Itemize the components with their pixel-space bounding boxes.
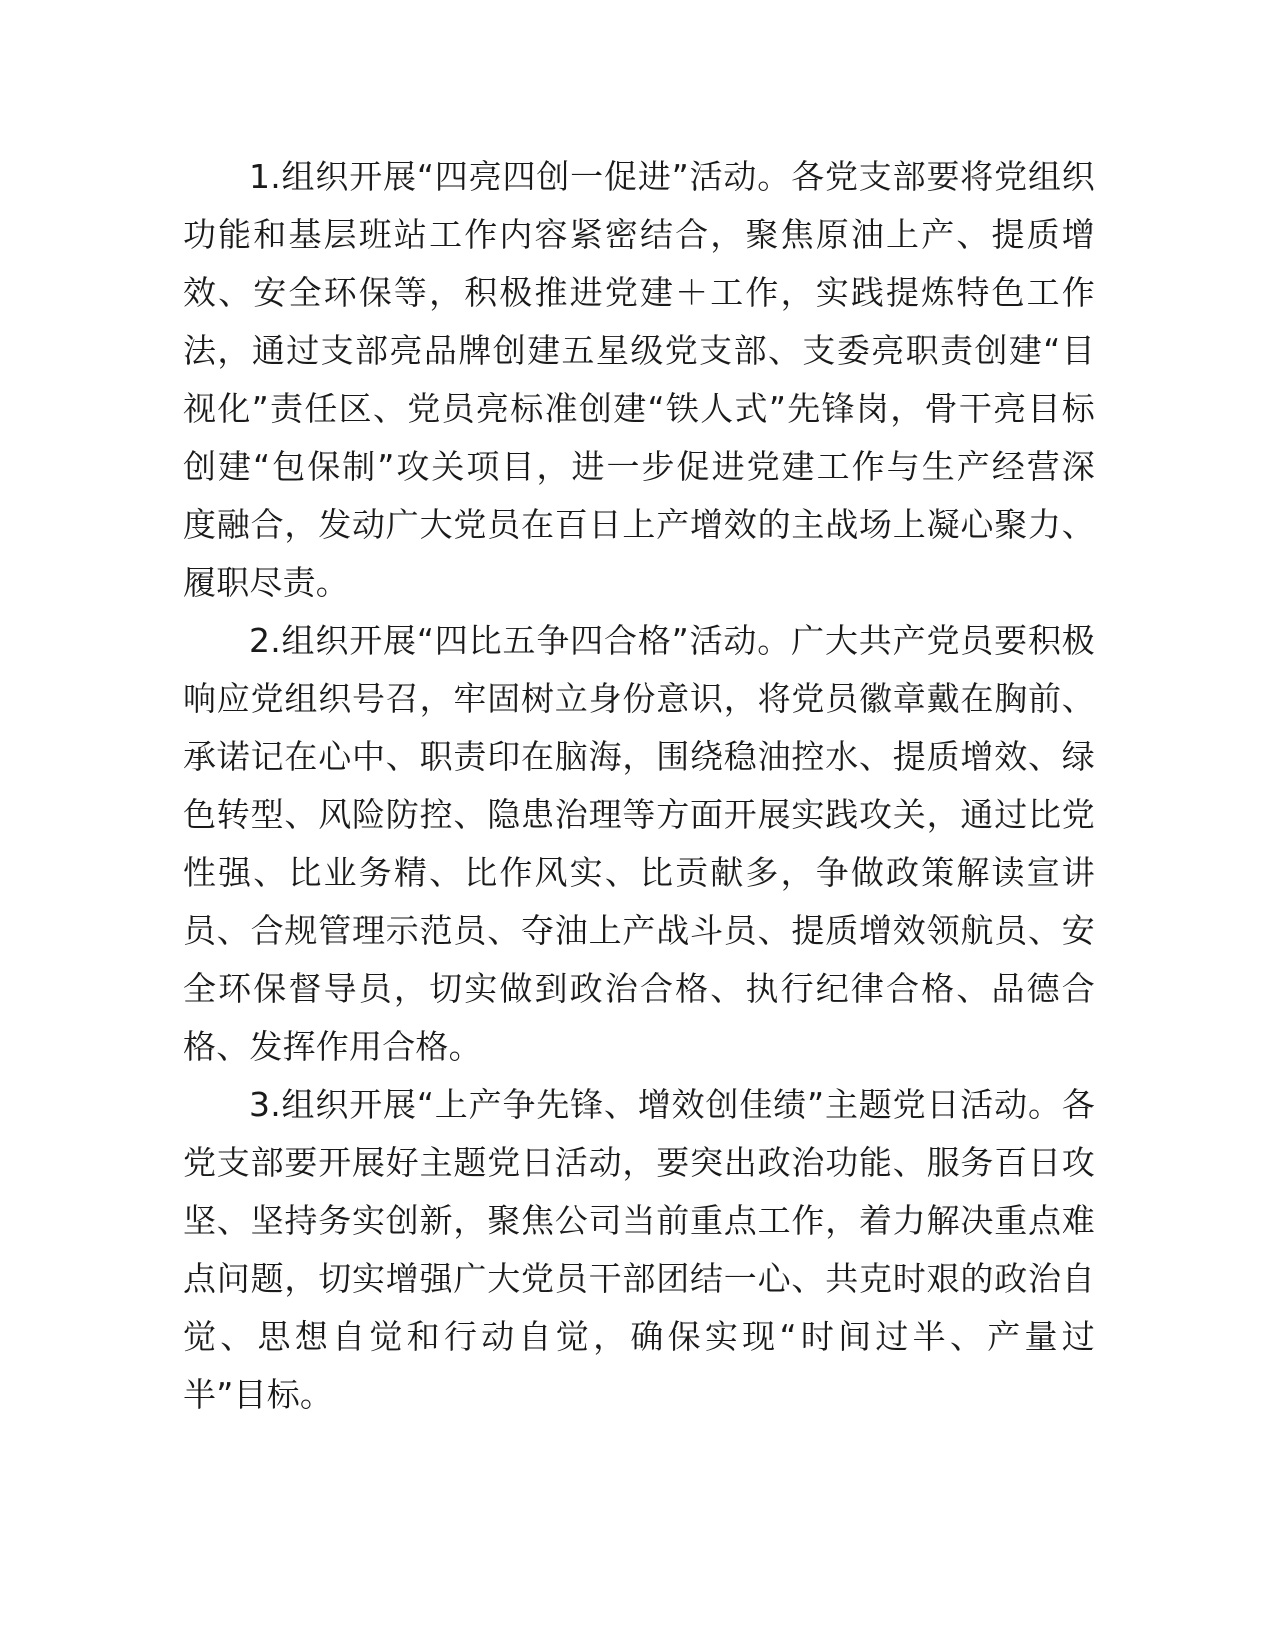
- text-line: 3.组织开展“上产争先锋、增效创佳绩”主题党日活动。各: [249, 1085, 1095, 1124]
- document-page: [183, 148, 1095, 1424]
- text-line: 法，通过支部亮品牌创建五星级党支部、支委亮职责创建“目: [183, 331, 1095, 370]
- text-line: 2.组织开展“四比五争四合格”活动。广大共产党员要积极: [249, 621, 1095, 660]
- text-line: 点问题，切实增强广大党员干部团结一心、共克时艰的政治自: [183, 1259, 1095, 1298]
- text-line: 坚、坚持务实创新，聚焦公司当前重点工作，着力解决重点难: [183, 1201, 1095, 1240]
- text-line: 性强、比业务精、比作风实、比贡献多，争做政策解读宣讲: [183, 853, 1095, 892]
- paragraph-3: [183, 1076, 1095, 1424]
- text-line: 觉、思想自觉和行动自觉，确保实现“时间过半、产量过: [183, 1317, 1095, 1356]
- paragraph-2: [183, 612, 1095, 1076]
- text-line: 格、发挥作用合格。: [183, 1027, 482, 1066]
- text-line: 履职尽责。: [183, 563, 349, 602]
- text-line: 党支部要开展好主题党日活动，要突出政治功能、服务百日攻: [183, 1143, 1095, 1182]
- text-line: 员、合规管理示范员、夺油上产战斗员、提质增效领航员、安: [183, 911, 1095, 950]
- text-line: 色转型、风险防控、隐患治理等方面开展实践攻关，通过比党: [183, 795, 1095, 834]
- text-line: 度融合，发动广大党员在百日上产增效的主战场上凝心聚力、: [183, 505, 1095, 544]
- text-line: 功能和基层班站工作内容紧密结合，聚焦原油上产、提质增: [183, 215, 1095, 254]
- text-line: 响应党组织号召，牢固树立身份意识，将党员徽章戴在胸前、: [183, 679, 1095, 718]
- text-line: 视化”责任区、党员亮标准创建“铁人式”先锋岗，骨干亮目标: [183, 389, 1095, 428]
- text-line: 全环保督导员，切实做到政治合格、执行纪律合格、品德合: [183, 969, 1095, 1008]
- paragraph-1: [183, 148, 1095, 612]
- text-line: 1.组织开展“四亮四创一促进”活动。各党支部要将党组织: [249, 157, 1095, 196]
- text-line: 效、安全环保等，积极推进党建＋工作，实践提炼特色工作: [183, 273, 1095, 312]
- text-line: 创建“包保制”攻关项目，进一步促进党建工作与生产经营深: [183, 447, 1095, 486]
- text-line: 承诺记在心中、职责印在脑海，围绕稳油控水、提质增效、绿: [183, 737, 1095, 776]
- text-line: 半”目标。: [183, 1375, 334, 1414]
